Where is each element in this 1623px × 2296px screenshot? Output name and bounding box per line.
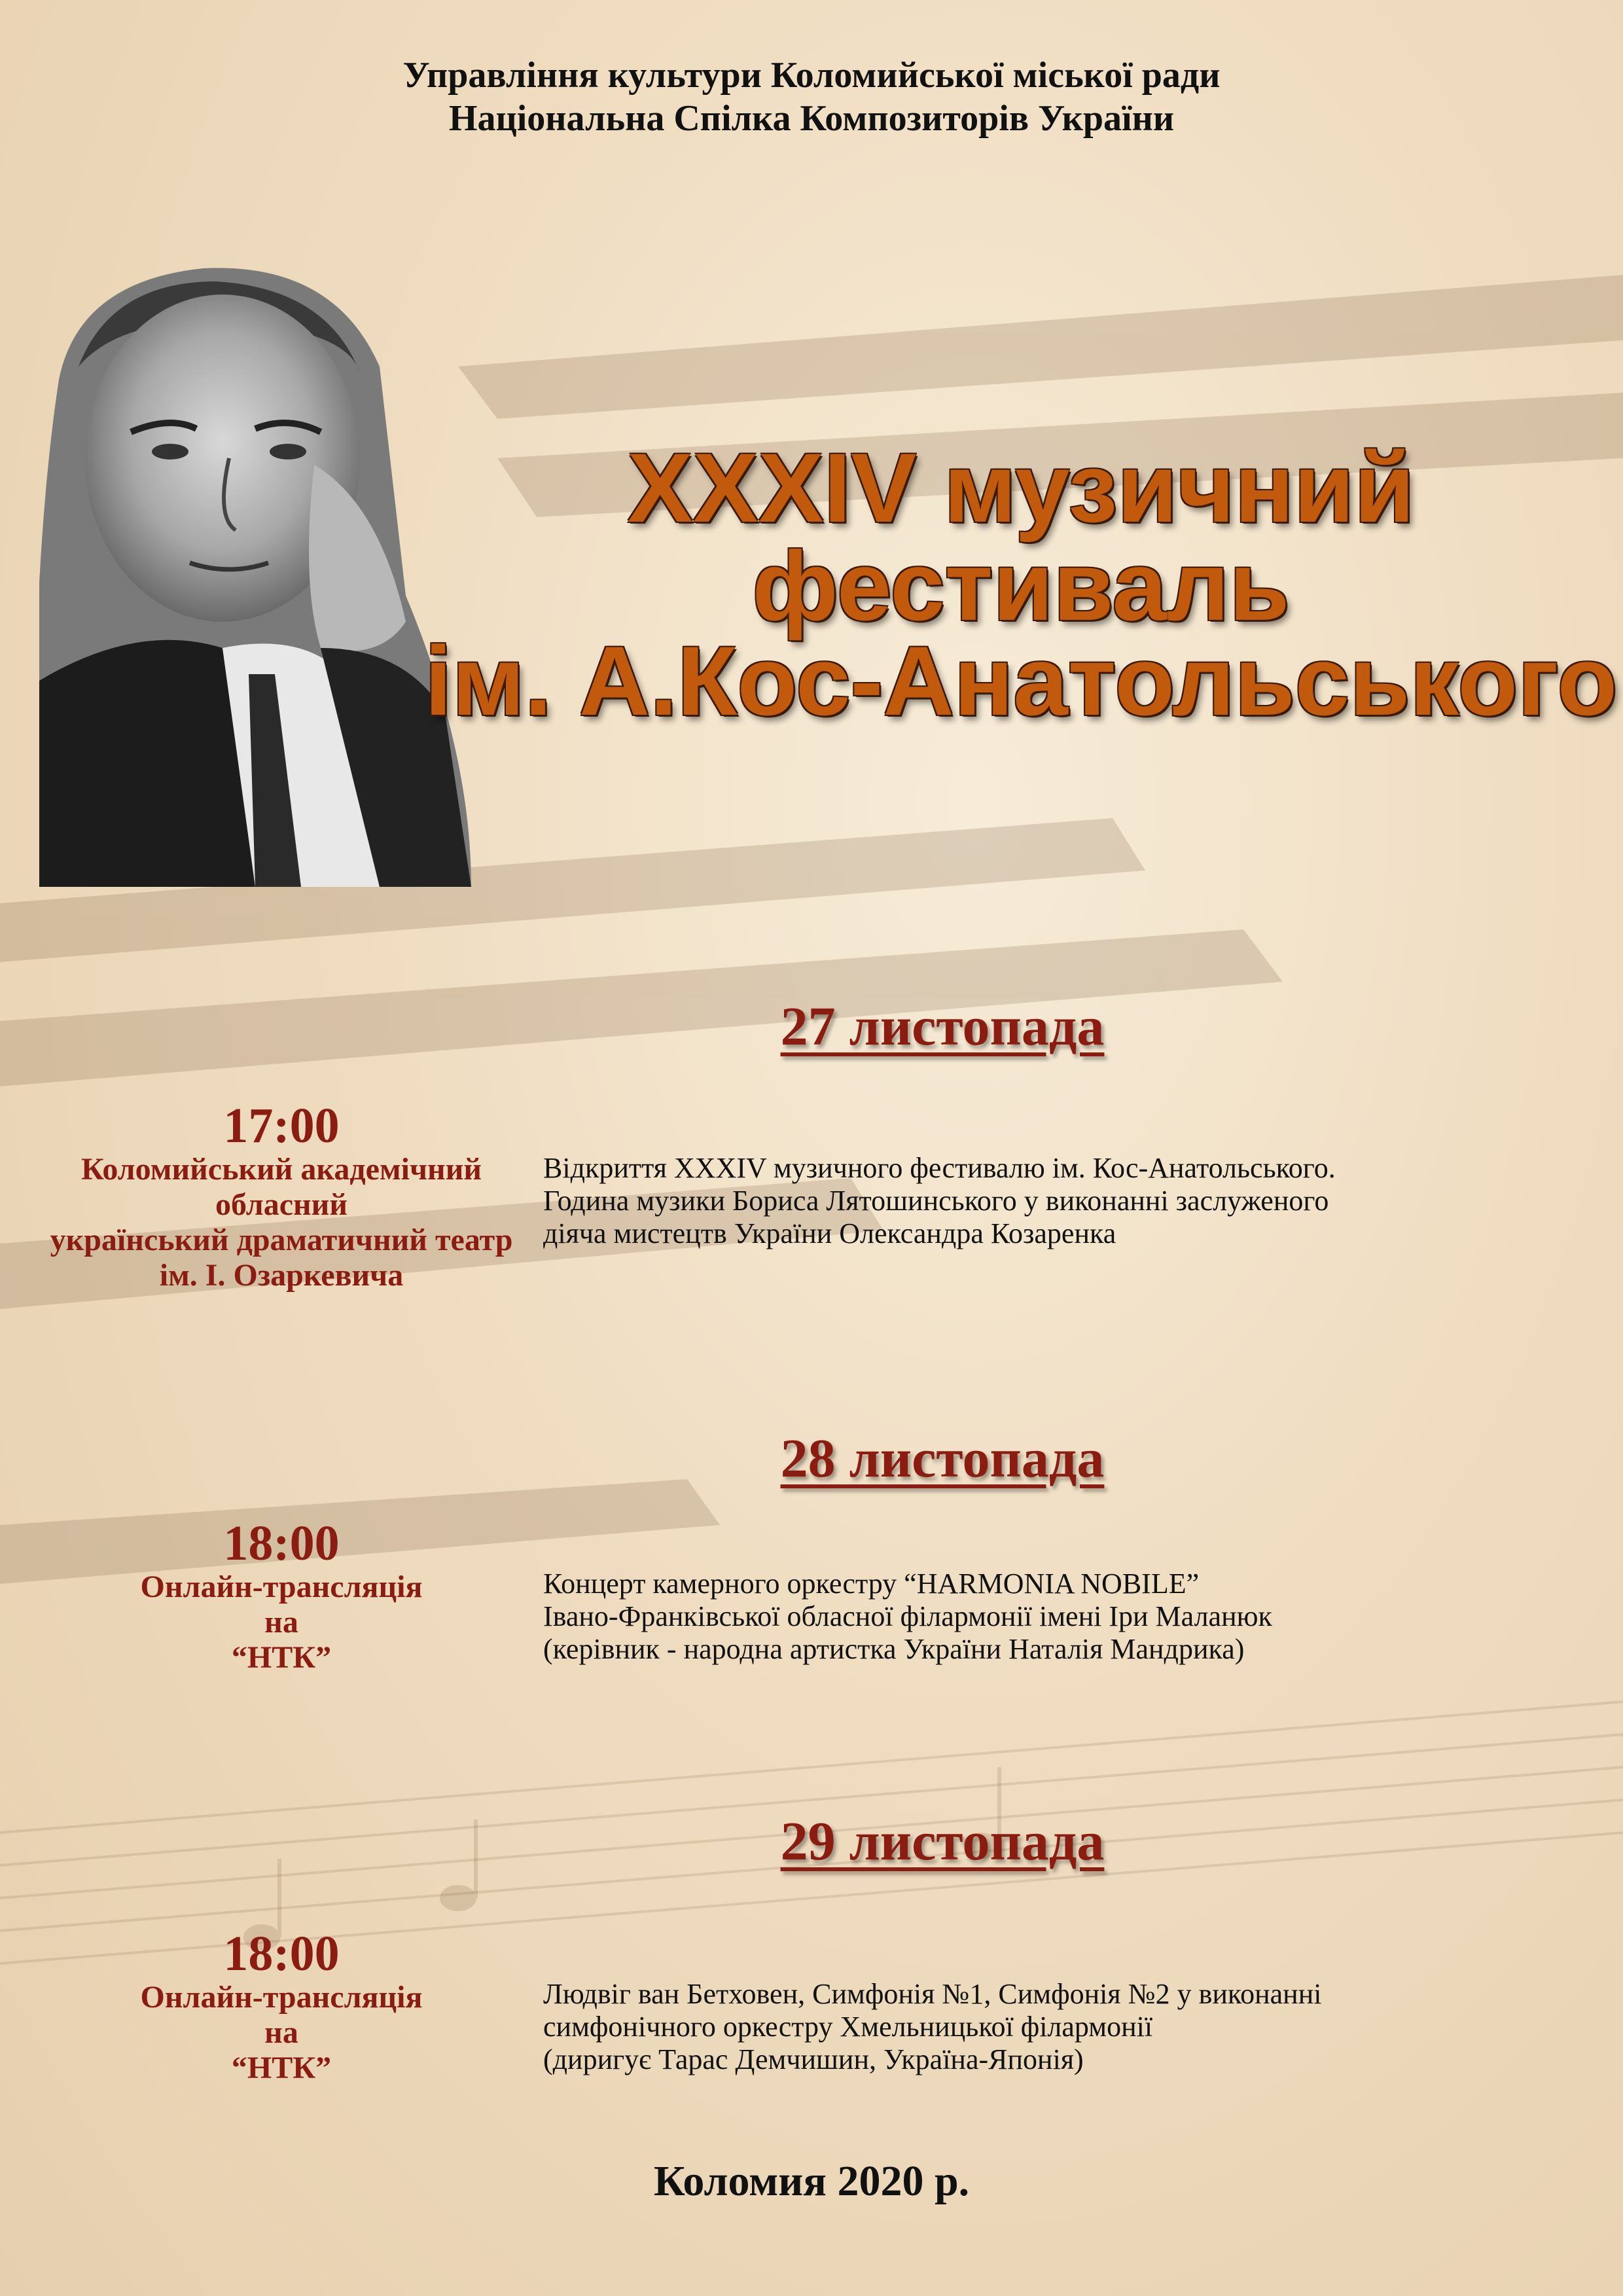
event-time: 18:00	[223, 1516, 340, 1571]
event-venue-line: український драматичний театр	[50, 1223, 513, 1257]
event-date: 28 листопада	[780, 1428, 1105, 1489]
event-time: 18:00	[223, 1926, 340, 1981]
event-description-line: Людвіг ван Бетховен, Симфонія №1, Симфонія №2 у виконанні	[543, 1978, 1322, 2010]
event-time: 17:00	[223, 1098, 340, 1153]
event-date: 27 листопада	[780, 996, 1105, 1057]
event-time-venue	[13, 1517, 550, 1676]
event-venue-line: Онлайн-трансляція	[140, 1980, 423, 2015]
event-description	[543, 1152, 1590, 1250]
event-time-venue	[13, 1928, 550, 2086]
festival-title-line-2: фестиваль	[752, 531, 1290, 641]
event-time-venue	[13, 1100, 550, 1293]
composer-portrait	[39, 255, 471, 887]
event-venue-line: на	[264, 2015, 298, 2050]
event-description-line: Концерт камерного оркестру “HARMONIA NOBILE”	[543, 1568, 1200, 1600]
event-venue-line: Онлайн-трансляція	[140, 1570, 423, 1604]
festival-title-line-3: ім. А.Кос-Анатольського	[424, 626, 1618, 736]
festival-title-line-1: XXXIV музичний	[627, 433, 1415, 543]
event-venue-line: обласний	[215, 1187, 348, 1222]
event-description-line: Відкриття XXXIV музичного фестивалю ім. Кос-Анатольського.	[543, 1152, 1336, 1184]
event-venue-line: Коломийський академічний	[80, 1152, 482, 1187]
event-venue-line: “НТК”	[231, 1640, 332, 1675]
event-description-line: (диригує Тарас Демчишин, Україна-Японія)	[543, 2043, 1084, 2075]
event-venue-line: ім. І. Озаркевича	[159, 1258, 404, 1293]
event-description-line: діяча мистецтв України Олександра Козаренка	[543, 1217, 1116, 1249]
organizer-line-1: Управління культури Коломийської міської ради	[402, 55, 1221, 96]
event-description	[543, 1568, 1590, 1666]
organizer-line-2: Національна Спілка Композиторів України	[448, 98, 1175, 139]
event-description-line: Івано-Франківської обласної філармонії імені Іри Маланюк	[543, 1600, 1272, 1632]
event-description-line: Година музики Бориса Лятошинського у виконанні заслуженого	[543, 1185, 1329, 1217]
event-description-line: (керівник - народна артистка України Наталія Мандрика)	[543, 1633, 1245, 1665]
event-venue-line: “НТК”	[231, 2051, 332, 2085]
event-description	[543, 1978, 1590, 2076]
event-date: 29 листопада	[780, 1811, 1105, 1872]
event-description-line: симфонічного оркестру Хмельницької філармонії	[543, 2011, 1153, 2043]
footer-place-year: Коломия 2020 р.	[653, 2157, 970, 2205]
event-venue-line: на	[264, 1605, 298, 1640]
